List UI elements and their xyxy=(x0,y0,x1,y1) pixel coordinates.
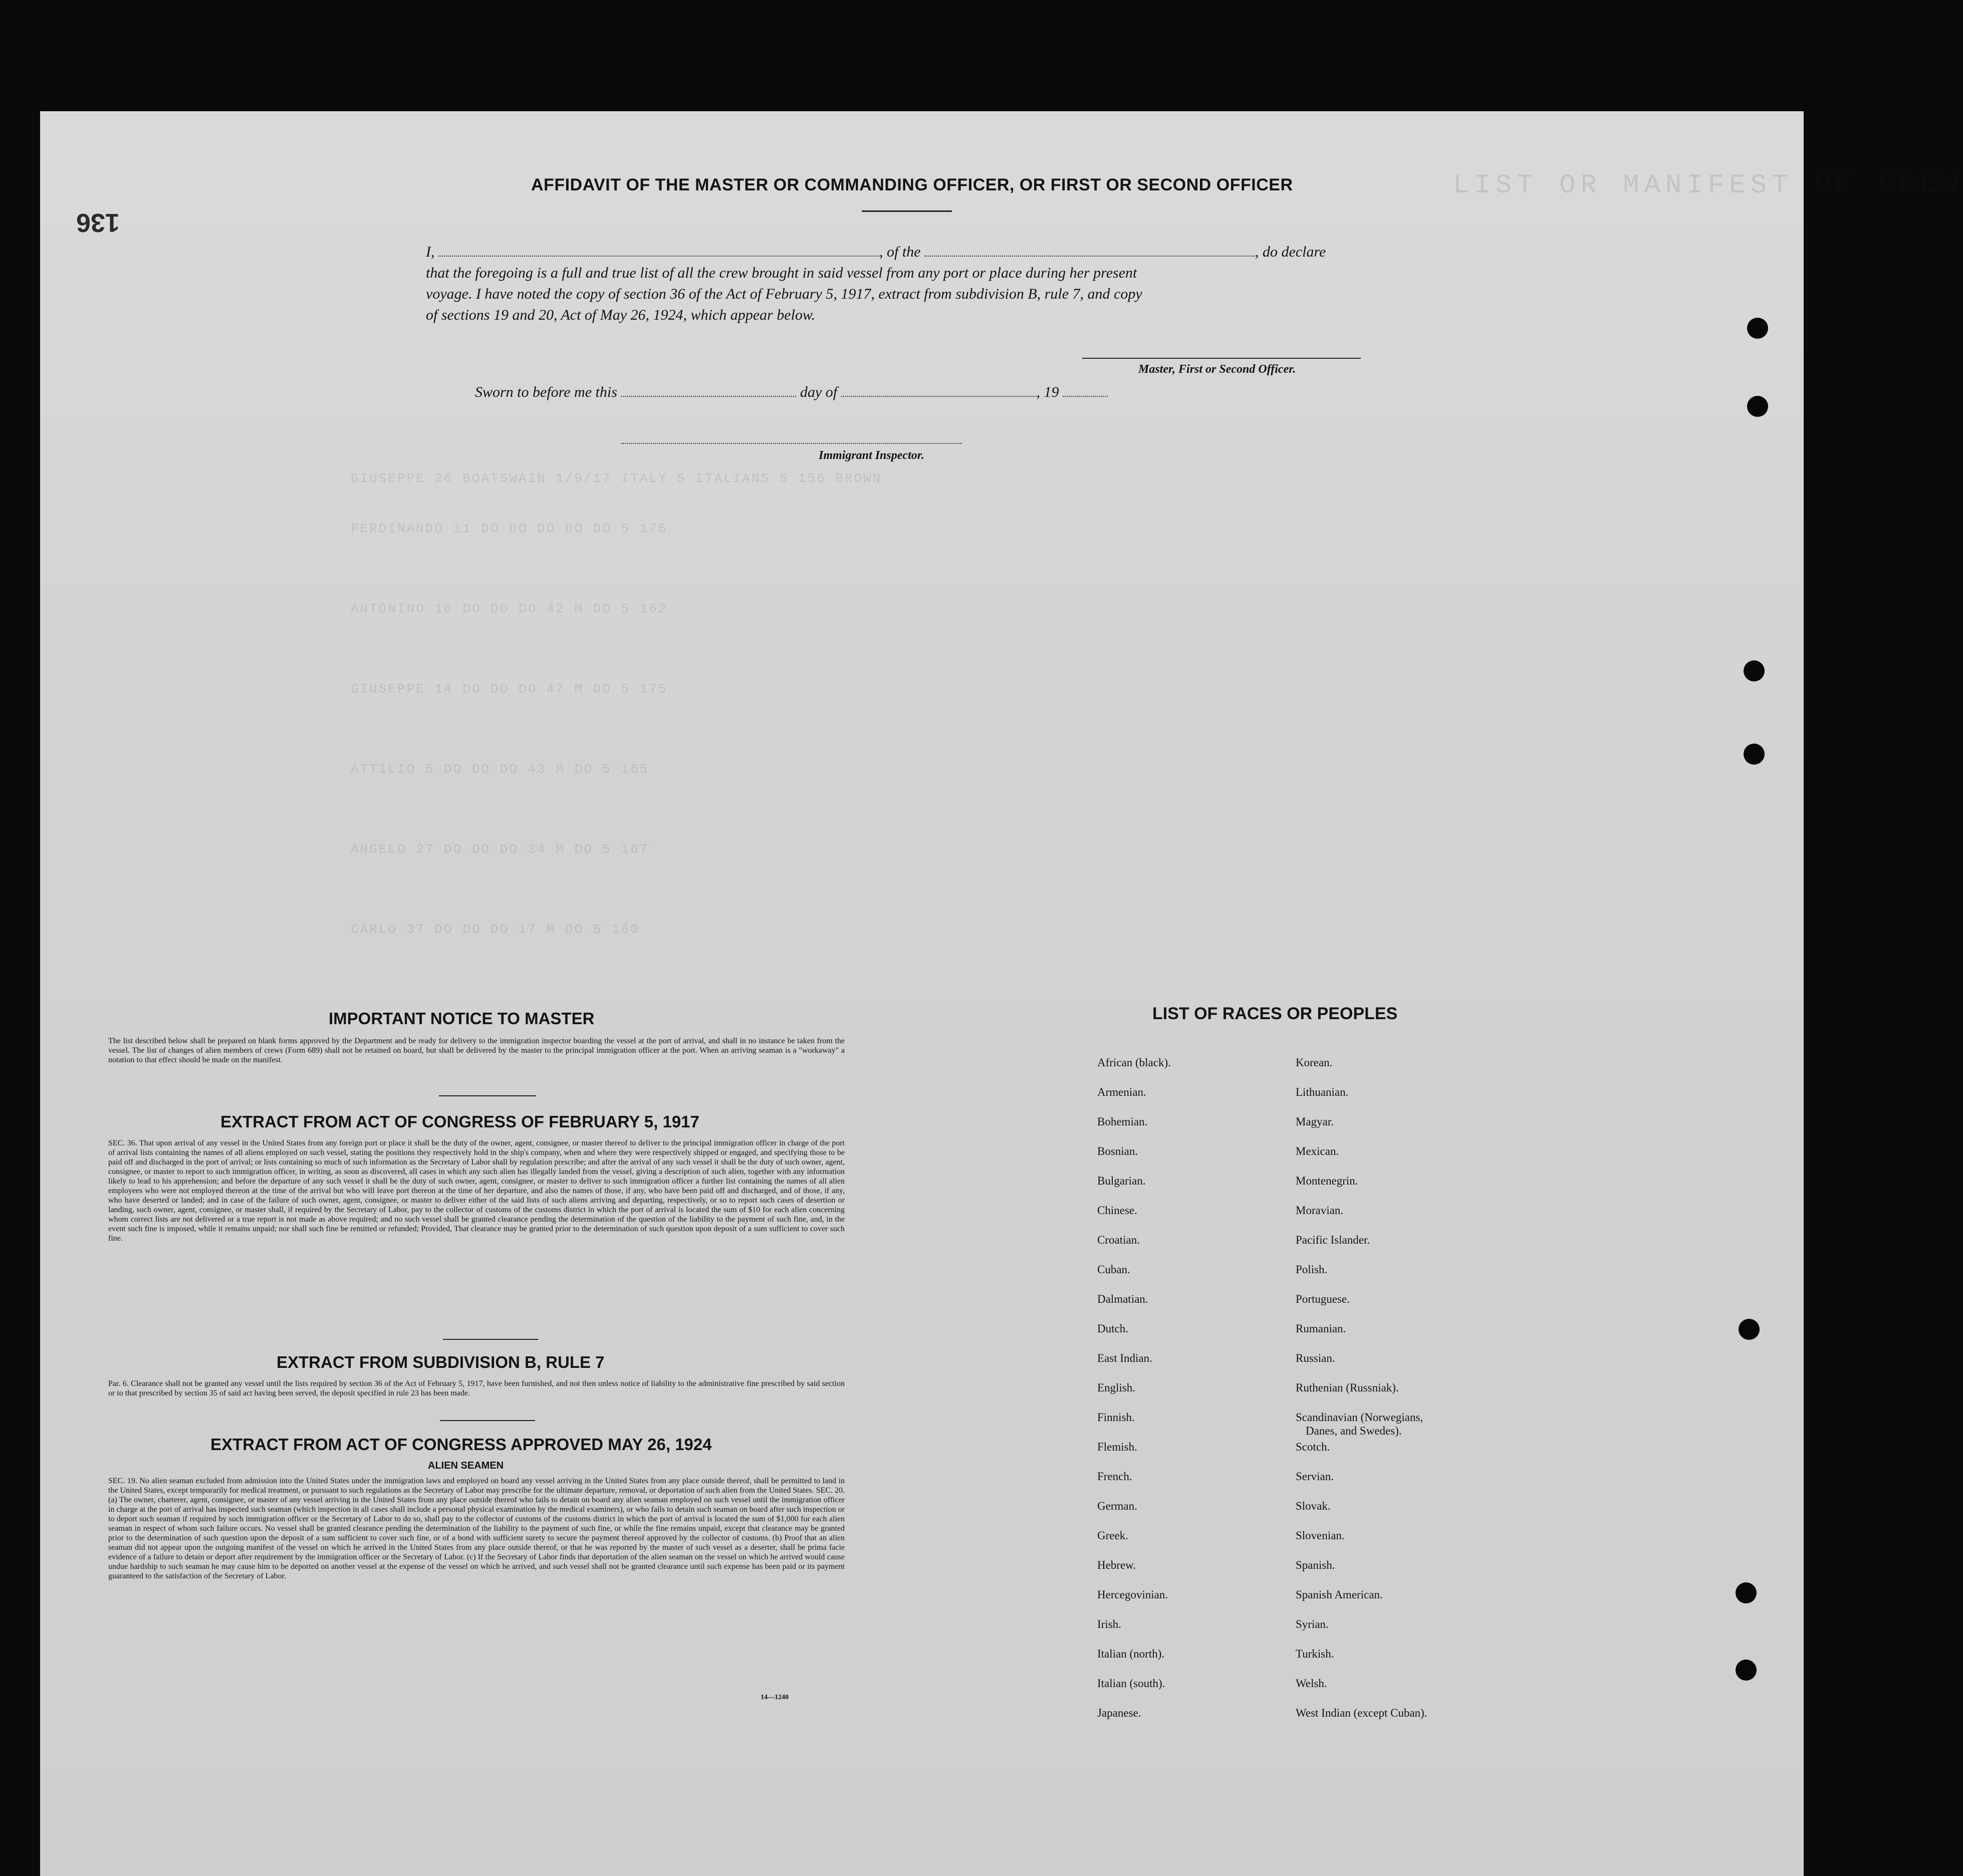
inspector-caption: Immigrant Inspector. xyxy=(819,449,924,462)
race-item: Magyar. xyxy=(1296,1115,1334,1128)
race-item: Spanish. xyxy=(1296,1559,1335,1571)
race-item: African (black). xyxy=(1097,1056,1171,1069)
race-item: Portuguese. xyxy=(1296,1293,1350,1305)
divider xyxy=(862,210,952,212)
year-prefix-label: , 19 xyxy=(1036,384,1059,400)
race-item: Pacific Islander. xyxy=(1296,1234,1370,1246)
race-item: Syrian. xyxy=(1296,1618,1329,1630)
notice-text: The list described below shall be prepared on blank forms approved by the Department and be ready for delivery to the immigration inspector boarding the vessel at the port of arrival, and shall in no instance be taken from the vessel. The list of changes of alien members of crews (Form 689) shall not be retained on board, but shall be delivered by the master to the principal immigration officer at the port. When an arriving seaman is a "workaway" a notation to that effect should be made on the manifest. xyxy=(108,1037,845,1064)
races-title: LIST OF RACES OR PEOPLES xyxy=(1152,1004,1398,1023)
race-item: Flemish. xyxy=(1097,1441,1137,1453)
race-item: Italian (south). xyxy=(1097,1677,1165,1690)
race-item: Ruthenian (Russniak). xyxy=(1296,1381,1399,1394)
race-item: Bulgarian. xyxy=(1097,1175,1146,1187)
race-item: Rumanian. xyxy=(1296,1322,1346,1335)
race-item: Danes, and Swedes). xyxy=(1306,1425,1402,1437)
race-item: German. xyxy=(1097,1500,1137,1512)
race-item: Hercegovinian. xyxy=(1097,1588,1168,1601)
race-item: Dalmatian. xyxy=(1097,1293,1148,1305)
extract-1924-text: SEC. 19. No alien seaman excluded from admission into the United States under the immigration laws and employed on board any vessel arriving in the United States from any place outside thereof, shall be permitted to land in the United States, except temporarily for medical treatment, or pursuant to such regulations as the Secretary of Labor may prescribe for the ultimate departure, removal, or deportation of such alien from the United States. SEC. 20. (a) The owner, charterer, agent, consignee, or master of any vessel arriving in the United States from any place outside thereof who fails to detain on board any alien seaman employed on such vessel until the immigration officer in charge at the port of arrival has inspected such seaman (which inspection in all cases shall include a personal physical examination by the medical examiners), or who fails to detain such seaman on board after such inspection or to deport such seaman if required by such immigration officer or the Secretary of Labor to do so, shall pay to the collector of customs of the customs district in which the port of arrival is located the sum of $1,000 for each alien seaman in respect of whom such failure occurs. No vessel shall be granted clearance pending the determination of the liability to the payment of such fine, or while the fine remains unpaid, except that clearance may be granted prior to the determination of such question upon the deposit of a sum sufficient to cover such fine, or of a bond with sufficient surety to secure the payment thereof approved by the collector of customs. (b) Proof that an alien seaman did not appear upon the outgoing manifest of the vessel on which he arrived in the United States from any place outside thereof, or that he was reported by the master of such vessel as a deserter, shall be prima facie evidence of a failure to detain or deport after requirement by the immigration officer or the Secretary of Labor. (c) If the Secretary of Labor finds that deportation of the alien seaman on the vessel on which he arrived would cause undue hardship to such seaman he may cause him to be deported on another vessel at the expense of the vessel on which he arrived, and such vessel shall not be granted clearance until such expense has been paid or its payment guaranteed to the satisfaction of the Secretary of Labor. xyxy=(108,1477,845,1580)
race-item: Welsh. xyxy=(1296,1677,1327,1690)
race-item: Korean. xyxy=(1296,1056,1333,1069)
race-item: Italian (north). xyxy=(1097,1648,1165,1660)
race-item: Spanish American. xyxy=(1296,1588,1383,1601)
race-item: Dutch. xyxy=(1097,1322,1128,1335)
page-number: 136 xyxy=(76,208,120,237)
race-item: Croatian. xyxy=(1097,1234,1140,1246)
affidavit-line-3: voyage. I have noted the copy of section 36 of the Act of February 5, 1917, extract from subdivision B, rule 7, and copy xyxy=(426,286,1142,302)
divider xyxy=(443,1339,538,1340)
binder-hole xyxy=(1736,1660,1757,1681)
race-item: Russian. xyxy=(1296,1352,1335,1364)
binder-hole xyxy=(1744,660,1765,681)
bleed-through-text: GIUSEPPE 26 BOATSWAIN 1/9/17 ITALY 5 ITALIANS 5 156 BROWN xyxy=(351,471,882,486)
master-caption: Master, First or Second Officer. xyxy=(1138,363,1296,376)
extract-1924-title: EXTRACT FROM ACT OF CONGRESS APPROVED MAY 26, 1924 xyxy=(210,1435,712,1454)
race-item: Armenian. xyxy=(1097,1086,1146,1098)
binder-hole xyxy=(1744,744,1765,765)
sworn-day-field[interactable] xyxy=(621,396,796,397)
divider xyxy=(440,1420,535,1421)
race-item: Montenegrin. xyxy=(1296,1175,1358,1187)
extract-1917-text: SEC. 36. That upon arrival of any vessel in the United States from any foreign port or place it shall be the duty of the owner, agent, consignee, or master thereof to deliver to the principal immigration officer in charge of the port of arrival lists containing the names of all aliens employed on such vessel, stating the positions they respectively hold in the ship's company, when and where they were respectively shipped or engaged, and specifying those to be paid off and discharged in the port of arrival; or lists containing so much of such information as the Secretary of Labor shall by regulation prescribe; and after the arrival of any such vessel it shall be the duty of such owner, agent, consignee, or master to report to such immigration officer, in writing, as soon as discovered, all cases in which any such alien has illegally landed from the vessel, giving a description of such alien, together with any information likely to lead to his apprehension; and before the departure of any such vessel it shall be the duty of such owner, agent, consignee, or master to deliver to such immigration officer a further list containing the names of all alien employees who were not employed thereon at the time of the arrival but who will leave port thereon at the time of her departure, and also the names of those, if any, who have been paid off and discharged, and of those, if any, who have deserted or landed; and in case of the failure of such owner, agent, consignee, or master to deliver either of the said lists of such aliens arriving and departing, respectively, or so to report such cases of desertion or landing, such owner, agent, consignee, or master shall, if required by the Secretary of Labor, pay to the collector of customs of the customs district in which the port of arrival is located the sum of $10 for each alien concerning whom correct lists are not delivered or a true report is not made as above required; and no such vessel shall be granted clearance pending the determination of the question of the liability to the payment of such fine, and, in the event such fine is imposed, while it remains unpaid; nor shall such fine be remitted or refunded; Provided, That clearance may be granted prior to the determination of such question upon deposit of a sum sufficient to cover such fine. xyxy=(108,1139,845,1243)
bleed-through-text: LIST OR MANIFEST OF CREW xyxy=(1453,170,1963,201)
race-item: Polish. xyxy=(1296,1263,1328,1276)
race-item: Moravian. xyxy=(1296,1204,1344,1217)
of-the-label: , of the xyxy=(879,244,921,260)
binder-hole xyxy=(1739,1319,1760,1340)
race-item: Servian. xyxy=(1296,1470,1334,1483)
sworn-label: Sworn to before me this xyxy=(475,384,617,400)
sworn-month-field[interactable] xyxy=(841,396,1037,397)
vessel-name-field[interactable] xyxy=(924,256,1255,257)
sworn-year-field[interactable] xyxy=(1063,396,1108,397)
form-number: 14—1240 xyxy=(761,1694,789,1701)
rule7-title: EXTRACT FROM SUBDIVISION B, RULE 7 xyxy=(277,1353,605,1371)
notice-title: IMPORTANT NOTICE TO MASTER xyxy=(329,1009,595,1028)
race-item: Japanese. xyxy=(1097,1707,1141,1719)
race-item: French. xyxy=(1097,1470,1132,1483)
race-item: Irish. xyxy=(1097,1618,1121,1630)
bleed-through-text: CARLO 37 DO DO DO 17 M DO 5 160 xyxy=(351,922,640,937)
affidavit-line-1 xyxy=(426,244,1326,261)
affidavit-title: AFFIDAVIT OF THE MASTER OR COMMANDING OFFICER, OR FIRST OR SECOND OFFICER xyxy=(531,175,1293,194)
race-item: Scandinavian (Norwegians, xyxy=(1296,1411,1423,1424)
bleed-through-text: ATTILIO 5 DO DO DO 43 M DO 5 165 xyxy=(351,762,649,777)
race-item: Greek. xyxy=(1097,1529,1128,1542)
divider xyxy=(439,1095,536,1096)
bleed-through-text: ANTONINO 18 DO DO DO 42 M DO 5 162 xyxy=(351,601,668,616)
extract-1917-title: EXTRACT FROM ACT OF CONGRESS OF FEBRUARY 5, 1917 xyxy=(220,1112,699,1131)
affidavit-line-4: of sections 19 and 20, Act of May 26, 1924, which appear below. xyxy=(426,307,816,323)
race-item: Turkish. xyxy=(1296,1648,1334,1660)
binder-hole xyxy=(1736,1582,1757,1603)
do-declare-label: , do declare xyxy=(1255,244,1326,260)
race-item: Chinese. xyxy=(1097,1204,1137,1217)
race-item: Cuban. xyxy=(1097,1263,1130,1276)
inspector-signature-line[interactable] xyxy=(621,443,962,444)
day-of-label: day of xyxy=(800,384,838,400)
race-item: East Indian. xyxy=(1097,1352,1152,1364)
affidavit-line-2: that the foregoing is a full and true list of all the crew brought in said vessel from any port or place during her present xyxy=(426,265,1137,281)
sworn-line xyxy=(475,384,1108,401)
race-item: Finnish. xyxy=(1097,1411,1135,1424)
race-item: Bohemian. xyxy=(1097,1115,1148,1128)
binder-hole xyxy=(1747,318,1768,339)
declaration-i: I, xyxy=(426,244,435,260)
bleed-through-text: ANGELO 27 DO DO DO 34 M DO 5 167 xyxy=(351,842,649,857)
race-item: Lithuanian. xyxy=(1296,1086,1349,1098)
declarant-name-field[interactable] xyxy=(438,256,879,257)
bleed-through-text: FERDINANDO 11 DO DO DO DO DO 5 176 xyxy=(351,521,668,536)
binder-hole xyxy=(1747,396,1768,417)
race-item: Scotch. xyxy=(1296,1441,1330,1453)
race-item: Slovak. xyxy=(1296,1500,1331,1512)
master-signature-line[interactable] xyxy=(1082,358,1361,359)
alien-seamen-subtitle: ALIEN SEAMEN xyxy=(428,1460,504,1471)
rule7-text: Par. 6. Clearance shall not be granted any vessel until the lists required by section 36 of the Act of February 5, 1917, have been furnished, and not then unless notice of liability to the administrative fine prescribed by said section or to that prescribed by section 35 of said act having been served, the deposit specified in rule 23 has been made. xyxy=(108,1379,845,1397)
race-item: Hebrew. xyxy=(1097,1559,1136,1571)
race-item: Mexican. xyxy=(1296,1145,1339,1157)
race-item: West Indian (except Cuban). xyxy=(1296,1707,1427,1719)
bleed-through-text: GIUSEPPE 14 DO DO DO 47 M DO 5 175 xyxy=(351,681,668,696)
race-item: Slovenian. xyxy=(1296,1529,1345,1542)
race-item: Bosnian. xyxy=(1097,1145,1138,1157)
document-page xyxy=(40,111,1804,1876)
race-item: English. xyxy=(1097,1381,1136,1394)
